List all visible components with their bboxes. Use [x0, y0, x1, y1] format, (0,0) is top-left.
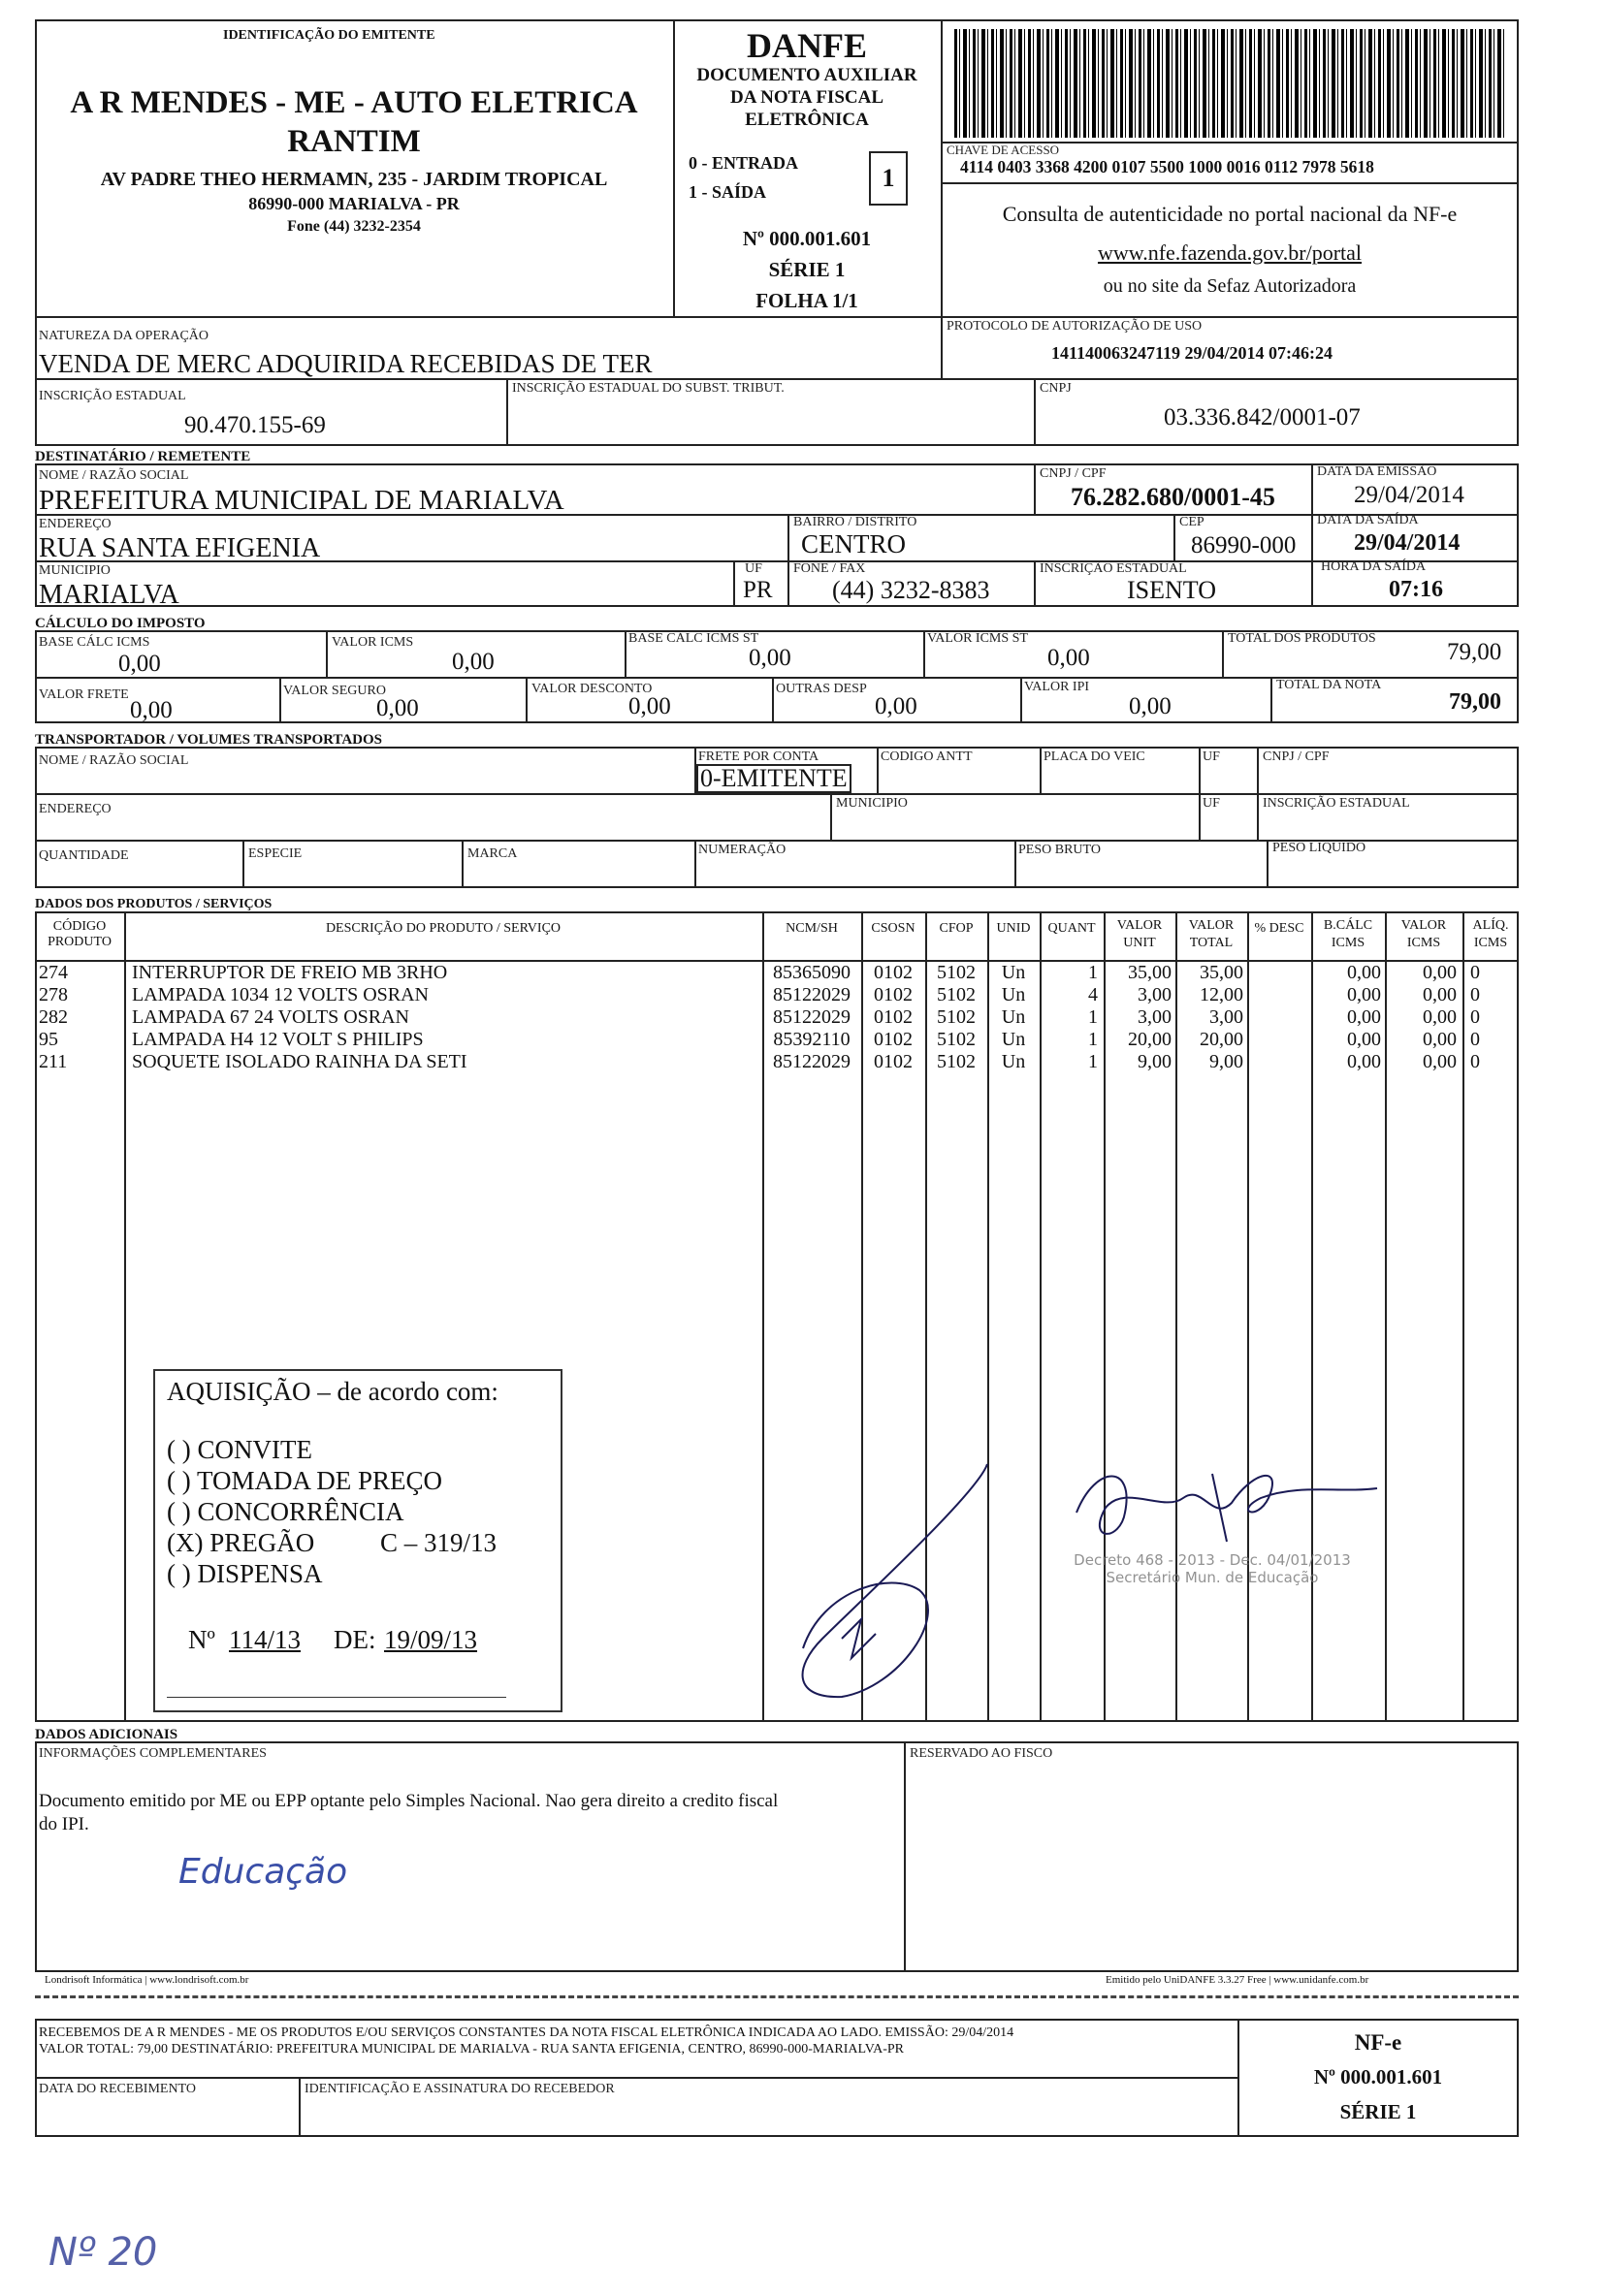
- secretaria-stamp: [1047, 1551, 1377, 1586]
- item-bcalc: 0,00: [1347, 984, 1381, 1005]
- info-text-1: Documento emitido por ME ou EPP optante pelo Simples Nacional. Nao gera direito a credito fiscal: [39, 1791, 779, 1811]
- item-ncm: 85392110: [773, 1029, 851, 1050]
- item-csosn: 0102: [874, 984, 913, 1005]
- dest-endereco: RUA SANTA EFIGENIA: [39, 533, 321, 563]
- item-vtotal: 9,00: [1209, 1051, 1243, 1072]
- imposto-section-label: CÁLCULO DO IMPOSTO: [35, 616, 206, 631]
- frete-label: VALOR FRETE: [39, 687, 129, 702]
- item-aliq: 0: [1470, 1051, 1480, 1072]
- transp-endereco-label: ENDEREÇO: [39, 802, 112, 816]
- item-aliq: 0: [1470, 962, 1480, 983]
- transp-uf2-label: UF: [1203, 796, 1220, 811]
- item-ncm: 85122029: [773, 1006, 851, 1028]
- item-codigo: 274: [39, 962, 68, 983]
- item-csosn: 0102: [874, 1029, 913, 1050]
- item-bcalc: 0,00: [1347, 1006, 1381, 1028]
- th-vicms-1: VALOR: [1400, 918, 1447, 933]
- total-prod-label: TOTAL DOS PRODUTOS: [1228, 631, 1376, 646]
- total-nota: 79,00: [1449, 689, 1501, 715]
- destinatario-section-label: DESTINATÁRIO / REMETENTE: [35, 449, 251, 464]
- th-vunit: [1106, 917, 1173, 952]
- stamp-data: 19/09/13: [384, 1625, 478, 1654]
- transp-peso-bruto-label: PESO BRUTO: [1018, 843, 1101, 857]
- transp-nome-label: NOME / RAZÃO SOCIAL: [39, 753, 189, 768]
- dest-cep-label: CEP: [1179, 515, 1204, 529]
- dest-bairro-label: BAIRRO / DISTRITO: [793, 515, 917, 529]
- aquisicao-stamp: [153, 1369, 562, 1712]
- th-vicms: [1387, 917, 1461, 952]
- item-descricao: INTERRUPTOR DE FREIO MB 3RHO: [132, 962, 448, 983]
- dest-saida-label: DATA DA SAÍDA: [1317, 513, 1419, 527]
- emitente-section-label: IDENTIFICAÇÃO DO EMITENTE: [223, 28, 435, 43]
- item-vtotal: 3,00: [1209, 1006, 1243, 1028]
- item-unid: Un: [1001, 1051, 1026, 1072]
- chave-url[interactable]: www.nfe.fazenda.gov.br/portal: [1097, 240, 1363, 265]
- dest-nome: PREFEITURA MUNICIPAL DE MARIALVA: [39, 485, 564, 516]
- footer-left: Londrisoft Informática | www.londrisoft.com.br: [45, 1974, 249, 1986]
- th-unid: UNID: [996, 921, 1031, 936]
- th-vtotal-2: TOTAL: [1189, 936, 1234, 950]
- item-descricao: LAMPADA 67 24 VOLTS OSRAN: [132, 1006, 409, 1028]
- base-st-label: BASE CÁLC ICMS ST: [628, 631, 759, 646]
- chave-value: 4114 0403 3368 4200 0107 5500 1000 0016 0112 7978 5618: [960, 157, 1374, 176]
- seguro: 0,00: [376, 695, 419, 721]
- dest-cnpj: 76.282.680/0001-45: [1071, 483, 1275, 511]
- dest-fone-label: FONE / FAX: [793, 561, 866, 576]
- transp-numeracao-label: NUMERAÇÃO: [698, 843, 787, 857]
- chave-label: CHAVE DE ACESSO: [947, 143, 1060, 157]
- dest-emissao: 29/04/2014: [1354, 482, 1464, 508]
- canhoto-text: [39, 2025, 1013, 2057]
- item-vtotal: 20,00: [1200, 1029, 1243, 1050]
- ipi: 0,00: [1129, 693, 1172, 719]
- item-csosn: 0102: [874, 1051, 913, 1072]
- item-cfop: 5102: [937, 1051, 976, 1072]
- th-vtotal-1: VALOR: [1188, 918, 1235, 933]
- fisco-label: RESERVADO AO FISCO: [910, 1746, 1053, 1761]
- emitente-name: [39, 83, 669, 161]
- ie-value: 90.470.155-69: [184, 412, 326, 438]
- desconto: 0,00: [628, 693, 671, 719]
- item-vunit: 9,00: [1138, 1051, 1172, 1072]
- item-vunit: 3,00: [1138, 984, 1172, 1005]
- canhoto-text-2: VALOR TOTAL: 79,00 DESTINATÁRIO: PREFEITURA MUNICIPAL DE MARIALVA - RUA SANTA EFIGENIA, CENTRO, 86990-000-MARIALVA-PR: [39, 2042, 905, 2057]
- transp-frete-label: FRETE POR CONTA: [698, 749, 819, 764]
- transp-peso-liquido-label: PESO LIQUIDO: [1272, 841, 1366, 855]
- item-aliq: 0: [1470, 1006, 1480, 1028]
- item-vunit: 35,00: [1128, 962, 1172, 983]
- produtos-section-label: DADOS DOS PRODUTOS / SERVIÇOS: [35, 897, 273, 911]
- item-unid: Un: [1001, 962, 1026, 983]
- item-vicms: 0,00: [1423, 1051, 1457, 1072]
- dest-endereco-label: ENDEREÇO: [39, 517, 112, 531]
- base-icms: 0,00: [118, 651, 161, 677]
- item-aliq: 0: [1470, 1029, 1480, 1050]
- th-vicms-2: ICMS: [1406, 936, 1441, 950]
- item-cfop: 5102: [937, 984, 976, 1005]
- frete: 0,00: [130, 697, 173, 723]
- secretaria-stamp-line1: Decreto 468 - 2013 - Dec. 04/01/2013: [1074, 1551, 1351, 1569]
- item-unid: Un: [1001, 984, 1026, 1005]
- natureza-label: NATUREZA DA OPERAÇÃO: [39, 329, 209, 343]
- dest-bairro: CENTRO: [801, 529, 906, 558]
- chave-consulta: Consulta de autenticidade no portal nacional da NF-e: [1002, 202, 1458, 226]
- item-quant: 1: [1088, 1006, 1098, 1028]
- th-quant: QUANT: [1047, 921, 1096, 936]
- danfe-subtitle-3: ELETRÔNICA: [745, 110, 869, 130]
- item-quant: 1: [1088, 962, 1098, 983]
- cnpj-value: 03.336.842/0001-07: [1164, 404, 1361, 430]
- item-csosn: 0102: [874, 962, 913, 983]
- ie-label: INSCRIÇÃO ESTADUAL: [39, 389, 186, 403]
- dest-cnpj-label: CNPJ / CPF: [1040, 466, 1107, 481]
- th-codigo-2: PRODUTO: [48, 935, 112, 949]
- stamp-opt3: ( ) CONCORRÊNCIA: [167, 1497, 404, 1526]
- danfe-subtitle-1: DOCUMENTO AUXILIAR: [696, 65, 917, 85]
- transp-uf-label: UF: [1203, 749, 1220, 764]
- cnpj-label: CNPJ: [1040, 381, 1072, 396]
- item-vicms: 0,00: [1423, 962, 1457, 983]
- dest-ie: ISENTO: [1127, 576, 1216, 604]
- item-unid: Un: [1001, 1006, 1026, 1028]
- signature-stamp-scribble: [784, 1396, 1075, 1706]
- danfe-tipo-box: 1: [869, 151, 908, 206]
- canhoto-nfe: NF-e: [1354, 2030, 1402, 2055]
- item-bcalc: 0,00: [1347, 1051, 1381, 1072]
- stamp-numero: 114/13: [229, 1625, 301, 1654]
- transp-antt-label: CODIGO ANTT: [881, 749, 973, 764]
- stamp-opt4: (X) PREGÃO: [167, 1528, 315, 1557]
- transp-especie-label: ESPECIE: [248, 846, 303, 861]
- th-codigo: [37, 919, 122, 950]
- adicionais-section-label: DADOS ADICIONAIS: [35, 1727, 178, 1742]
- stamp-opt1: ( ) CONVITE: [167, 1435, 312, 1464]
- emitente-phone: Fone (44) 3232-2354: [287, 218, 421, 235]
- th-desc: % DESC: [1254, 921, 1304, 936]
- item-codigo: 278: [39, 984, 68, 1005]
- danfe-saida: 1 - SAÍDA: [689, 182, 767, 202]
- item-codigo: 211: [39, 1051, 68, 1072]
- cut-line: [35, 1995, 1519, 1998]
- th-codigo-1: CÓDIGO: [52, 919, 107, 934]
- transp-quantidade-label: QUANTIDADE: [39, 848, 129, 863]
- stamp-opt4-ref: C – 319/13: [380, 1528, 498, 1557]
- chave-ou: ou no site da Sefaz Autorizadora: [1103, 275, 1357, 297]
- emitente-city: 86990-000 MARIALVA - PR: [248, 194, 460, 213]
- barcode: [954, 29, 1507, 138]
- item-csosn: 0102: [874, 1006, 913, 1028]
- stamp-opt5: ( ) DISPENSA: [167, 1559, 323, 1588]
- canhoto-serie: SÉRIE 1: [1339, 2100, 1417, 2123]
- th-csosn: CSOSN: [871, 921, 915, 936]
- dest-municipio: MARIALVA: [39, 580, 179, 610]
- danfe-title: DANFE: [747, 26, 867, 65]
- secretaria-stamp-line2: Secretário Mun. de Educação: [1106, 1569, 1319, 1586]
- ipi-label: VALOR IPI: [1024, 680, 1090, 694]
- outras-label: OUTRAS DESP: [776, 682, 867, 696]
- dest-uf-label: UF: [745, 561, 762, 576]
- canhoto-numero: Nº 000.001.601: [1313, 2065, 1443, 2089]
- item-unid: Un: [1001, 1029, 1026, 1050]
- total-nota-label: TOTAL DA NOTA: [1276, 678, 1382, 692]
- handwritten-educacao: Educação: [178, 1852, 348, 1892]
- canhoto-assinatura-label: IDENTIFICAÇÃO E ASSINATURA DO RECEBEDOR: [305, 2082, 615, 2096]
- transp-frete: 0-EMITENTE: [696, 764, 851, 793]
- item-ncm: 85122029: [773, 984, 851, 1005]
- item-vtotal: 35,00: [1200, 962, 1243, 983]
- transportador-section-label: TRANSPORTADOR / VOLUMES TRANSPORTADOS: [35, 732, 383, 748]
- stamp-title: AQUISIÇÃO – de acordo com:: [167, 1377, 498, 1406]
- transp-marca-label: MARCA: [467, 846, 518, 861]
- th-vunit-1: VALOR: [1116, 918, 1163, 933]
- transp-ie-label: INSCRIÇÃO ESTADUAL: [1263, 796, 1410, 811]
- item-vicms: 0,00: [1423, 984, 1457, 1005]
- th-cfop: CFOP: [939, 921, 974, 936]
- item-bcalc: 0,00: [1347, 1029, 1381, 1050]
- handwritten-page-number: Nº 20: [48, 2230, 158, 2275]
- protocolo-label: PROTOCOLO DE AUTORIZAÇÃO DE USO: [947, 319, 1203, 334]
- info-text: [39, 1790, 778, 1836]
- item-descricao: LAMPADA H4 12 VOLT S PHILIPS: [132, 1029, 424, 1050]
- th-descricao: DESCRIÇÃO DO PRODUTO / SERVIÇO: [325, 921, 562, 936]
- th-aliq: [1464, 917, 1517, 952]
- dest-fone: (44) 3232-8383: [832, 576, 990, 604]
- valor-st: 0,00: [1047, 645, 1090, 671]
- danfe-subtitle: [675, 64, 939, 131]
- item-ncm: 85365090: [773, 962, 851, 983]
- dest-emissao-label: DATA DA EMISSÃO: [1317, 464, 1437, 479]
- transp-cnpj-label: CNPJ / CPF: [1263, 749, 1330, 764]
- dest-hora: 07:16: [1389, 577, 1443, 602]
- emitente-address: AV PADRE THEO HERMAMN, 235 - JARDIM TROPICAL: [100, 169, 608, 190]
- item-vicms: 0,00: [1423, 1006, 1457, 1028]
- transp-municipio-label: MUNICIPIO: [836, 796, 908, 811]
- item-codigo: 282: [39, 1006, 68, 1028]
- item-bcalc: 0,00: [1347, 962, 1381, 983]
- dest-nome-label: NOME / RAZÃO SOCIAL: [39, 468, 189, 483]
- dest-ie-label: INSCRIÇÃO ESTADUAL: [1040, 561, 1187, 576]
- natureza-value: VENDA DE MERC ADQUIRIDA RECEBIDAS DE TER: [39, 349, 653, 378]
- danfe-folha: FOLHA 1/1: [755, 289, 858, 312]
- info-label: INFORMAÇÕES COMPLEMENTARES: [39, 1746, 267, 1761]
- stamp-opt2: ( ) TOMADA DE PREÇO: [167, 1466, 443, 1495]
- desconto-label: VALOR DESCONTO: [531, 682, 653, 696]
- valor-st-label: VALOR ICMS ST: [927, 631, 1028, 646]
- th-ncm: NCM/SH: [786, 921, 838, 936]
- emitente-name-line2: RANTIM: [287, 124, 421, 159]
- info-text-2: do IPI.: [39, 1814, 89, 1834]
- total-prod: 79,00: [1447, 639, 1502, 665]
- th-aliq-1: ALÍQ.: [1472, 918, 1509, 933]
- th-aliq-2: ICMS: [1473, 936, 1508, 950]
- item-vunit: 20,00: [1128, 1029, 1172, 1050]
- th-bcalc-1: B.CÁLC: [1323, 918, 1373, 933]
- valor-icms-label: VALOR ICMS: [332, 635, 414, 650]
- th-bcalc: [1313, 917, 1383, 952]
- seguro-label: VALOR SEGURO: [283, 684, 386, 698]
- item-cfop: 5102: [937, 962, 976, 983]
- th-vunit-2: UNIT: [1123, 936, 1156, 950]
- item-cfop: 5102: [937, 1029, 976, 1050]
- item-codigo: 95: [39, 1029, 58, 1050]
- item-aliq: 0: [1470, 984, 1480, 1005]
- item-vunit: 3,00: [1138, 1006, 1172, 1028]
- th-vtotal: [1177, 917, 1245, 952]
- item-ncm: 85122029: [773, 1051, 851, 1072]
- dest-hora-label: HORA DA SAÍDA: [1321, 559, 1427, 574]
- item-vicms: 0,00: [1423, 1029, 1457, 1050]
- item-quant: 1: [1088, 1051, 1098, 1072]
- valor-icms: 0,00: [452, 649, 495, 675]
- ie-st-label: INSCRIÇÃO ESTADUAL DO SUBST. TRIBUT.: [512, 381, 785, 396]
- dest-cep: 86990-000: [1191, 532, 1297, 558]
- protocolo-value: 141140063247119 29/04/2014 07:46:24: [1051, 343, 1333, 363]
- danfe-entrada: 0 - ENTRADA: [689, 153, 799, 173]
- item-quant: 1: [1088, 1029, 1098, 1050]
- item-descricao: SOQUETE ISOLADO RAINHA DA SETI: [132, 1051, 467, 1072]
- item-quant: 4: [1088, 984, 1098, 1005]
- stamp-numero-label: Nº: [188, 1625, 215, 1654]
- dest-uf: PR: [743, 577, 773, 603]
- stamp-de-label: DE:: [334, 1625, 376, 1654]
- dest-saida: 29/04/2014: [1354, 530, 1461, 556]
- item-cfop: 5102: [937, 1006, 976, 1028]
- base-icms-label: BASE CÁLC ICMS: [39, 635, 150, 650]
- transp-placa-label: PLACA DO VEIC: [1044, 749, 1145, 764]
- th-bcalc-2: ICMS: [1331, 936, 1365, 950]
- danfe-numero: Nº 000.001.601: [742, 227, 872, 250]
- item-vtotal: 12,00: [1200, 984, 1243, 1005]
- item-descricao: LAMPADA 1034 12 VOLTS OSRAN: [132, 984, 429, 1005]
- danfe-serie: SÉRIE 1: [768, 258, 846, 281]
- danfe-subtitle-2: DA NOTA FISCAL: [729, 87, 883, 108]
- canhoto-data-label: DATA DO RECEBIMENTO: [39, 2082, 196, 2096]
- base-st: 0,00: [749, 645, 791, 671]
- footer-right: Emitido pelo UniDANFE 3.3.27 Free | www.unidanfe.com.br: [1106, 1974, 1369, 1986]
- outras: 0,00: [875, 693, 917, 719]
- canhoto-text-1: RECEBEMOS DE A R MENDES - ME OS PRODUTOS E/OU SERVIÇOS CONSTANTES DA NOTA FISCAL ELETRÔNICA INDICADA AO LADO. EMISSÃO: 29/04/2014: [39, 2025, 1014, 2040]
- dest-municipio-label: MUNICIPIO: [39, 563, 111, 578]
- emitente-name-line1: A R MENDES - ME - AUTO ELETRICA: [70, 85, 638, 120]
